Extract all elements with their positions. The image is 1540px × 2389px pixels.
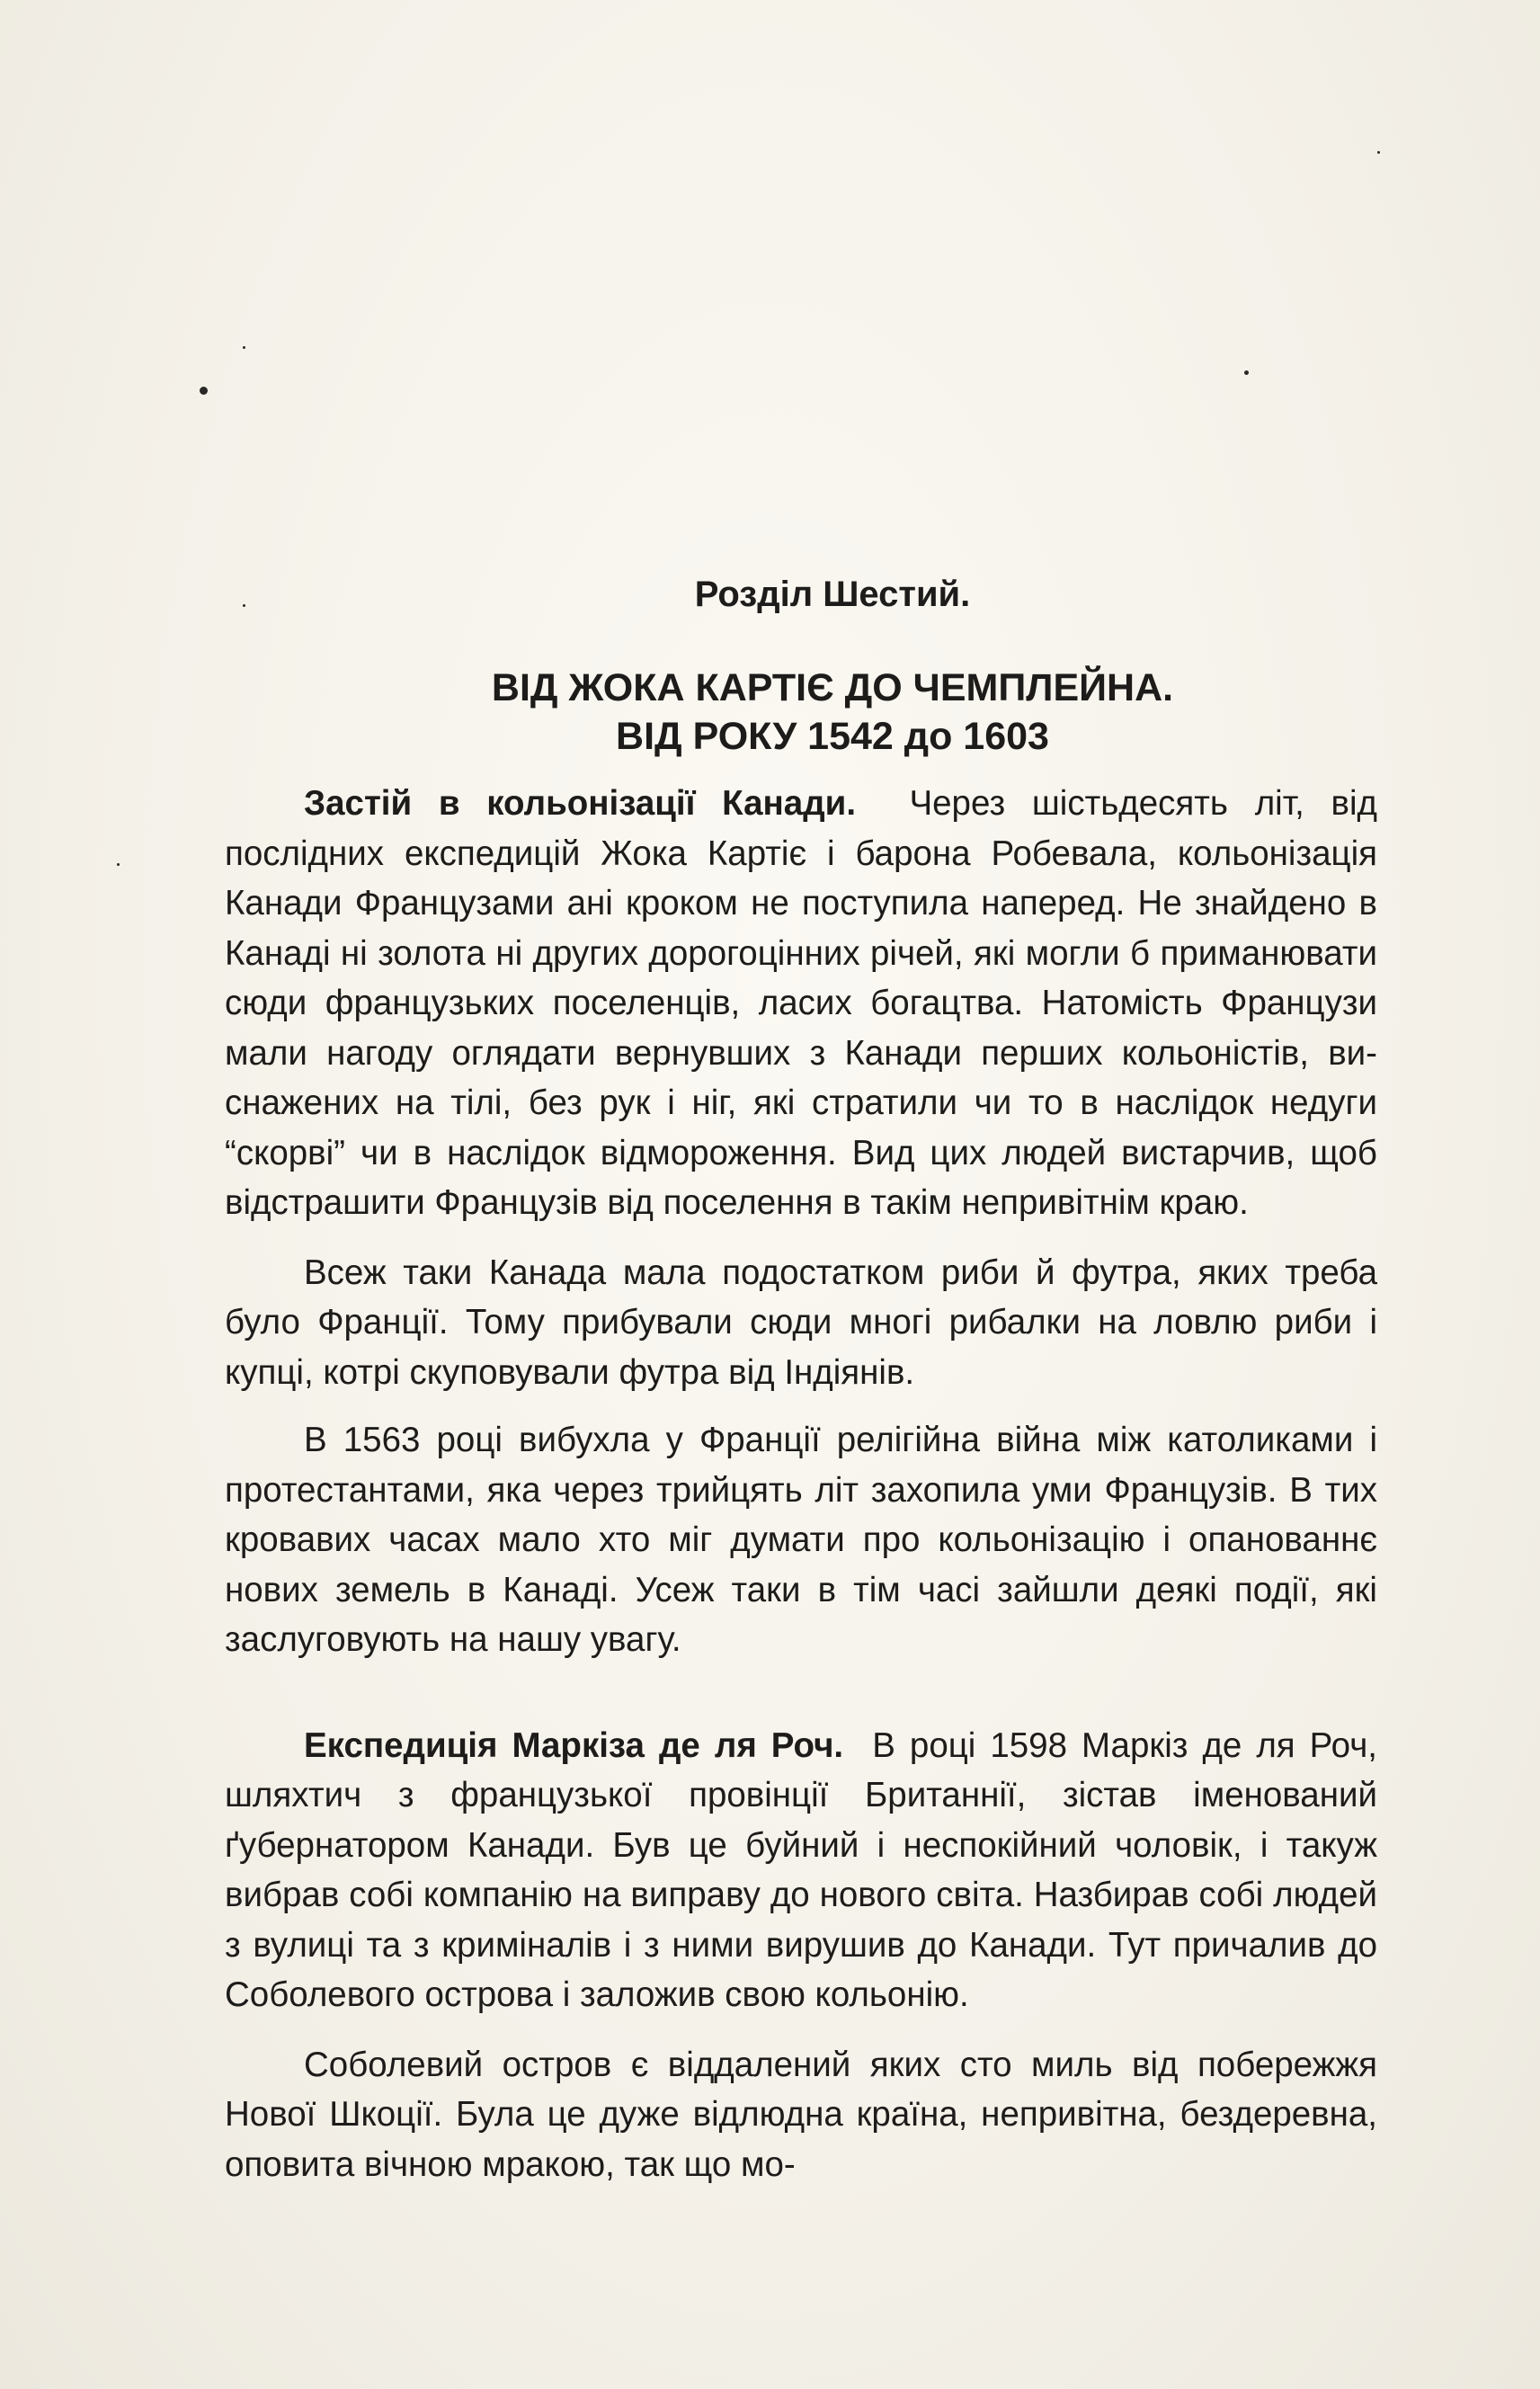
- paragraph: [225, 779, 1377, 1228]
- paragraph: [225, 1415, 1377, 1665]
- paragraph-text: В році 1598 Маркіз де ля Роч, шляхтич з французької провінції Британнії, зістав іменований ґубернатором Канади. Був це буйний і неспокійний чоловік, і такуж вибрав собі компанію на виправу до нового світа. Назбирав собі людей з вулиці та з криміналів і з ними вирушив до Канади. Тут причалив до Соболевого острова і заложив свою кольонію.: [225, 1725, 1377, 2014]
- paragraph: [225, 1721, 1377, 2020]
- ink-speck: [1377, 151, 1380, 154]
- paragraph-text: В 1563 році вибухла у Франції релігійна війна між католиками і протестантами, яка через трийцять літ захопила уми Французів. В тих кровавих часах мало хто міг думати про кольонізацію і опанованнє нових земель в Канаді. Усеж таки в тім часі зайшли деякі події, які заслуговують на нашу увагу.: [225, 1421, 1377, 1659]
- paragraph: [225, 1248, 1377, 1398]
- chapter-title: ВІД ЖОКА КАРТІЄ ДО ЧЕМПЛЕЙНА.: [491, 666, 1174, 709]
- chapter-years: ВІД РОКУ 1542 до 1603: [616, 715, 1049, 758]
- paragraph-text: Всеж таки Канада мала подостатком риби й футра, яких треба було Франції. Тому прибували сюди многі рибалки на ловлю риби і купці, котрі скуповували футра від Індіянів.: [225, 1252, 1377, 1392]
- page-content: [225, 565, 1377, 2189]
- paragraph-text: Через шістьдесять літ, від послідних експедицій Жока Картіє і барона Робевала, кольонізація Канади Французами ані кроком не поступила наперед. Не знайдено в Канаді ні золота ні других дорогоцінних річей, які могли б приманювати сюди французьких поселенців, ласих богацтва. Натомість Французи мали нагоду оглядати вернувших з Канади перших кольоністів, виснажених на тілі, без рук і ніг, які стратили чи то в наслідок недуги “скорві” чи в наслідок відмороження. Вид цих людей вистарчив, щоб відстрашити Французів від поселення в такім непривітнім краю.: [225, 784, 1377, 1222]
- paragraph-heading: Застій в кольонізації Канади.: [304, 784, 857, 823]
- ink-speck: [117, 863, 120, 866]
- show-through-text: [229, 180, 1281, 548]
- ink-speck: [200, 387, 208, 395]
- ink-speck: [243, 346, 245, 349]
- paragraph: [225, 2040, 1377, 2190]
- paragraph-heading: Експедиція Маркіза де ля Роч.: [304, 1725, 844, 1765]
- ink-speck: [1244, 370, 1249, 375]
- paragraph-text: Соболевий остров є віддалений яких сто миль від побережжя Нової Шкоції. Була це дуже відлюдна країна, непривітна, бездеревна, оповита вічною мракою, так що мо-: [225, 2045, 1377, 2184]
- chapter-label: Розділ Шестий.: [694, 575, 971, 614]
